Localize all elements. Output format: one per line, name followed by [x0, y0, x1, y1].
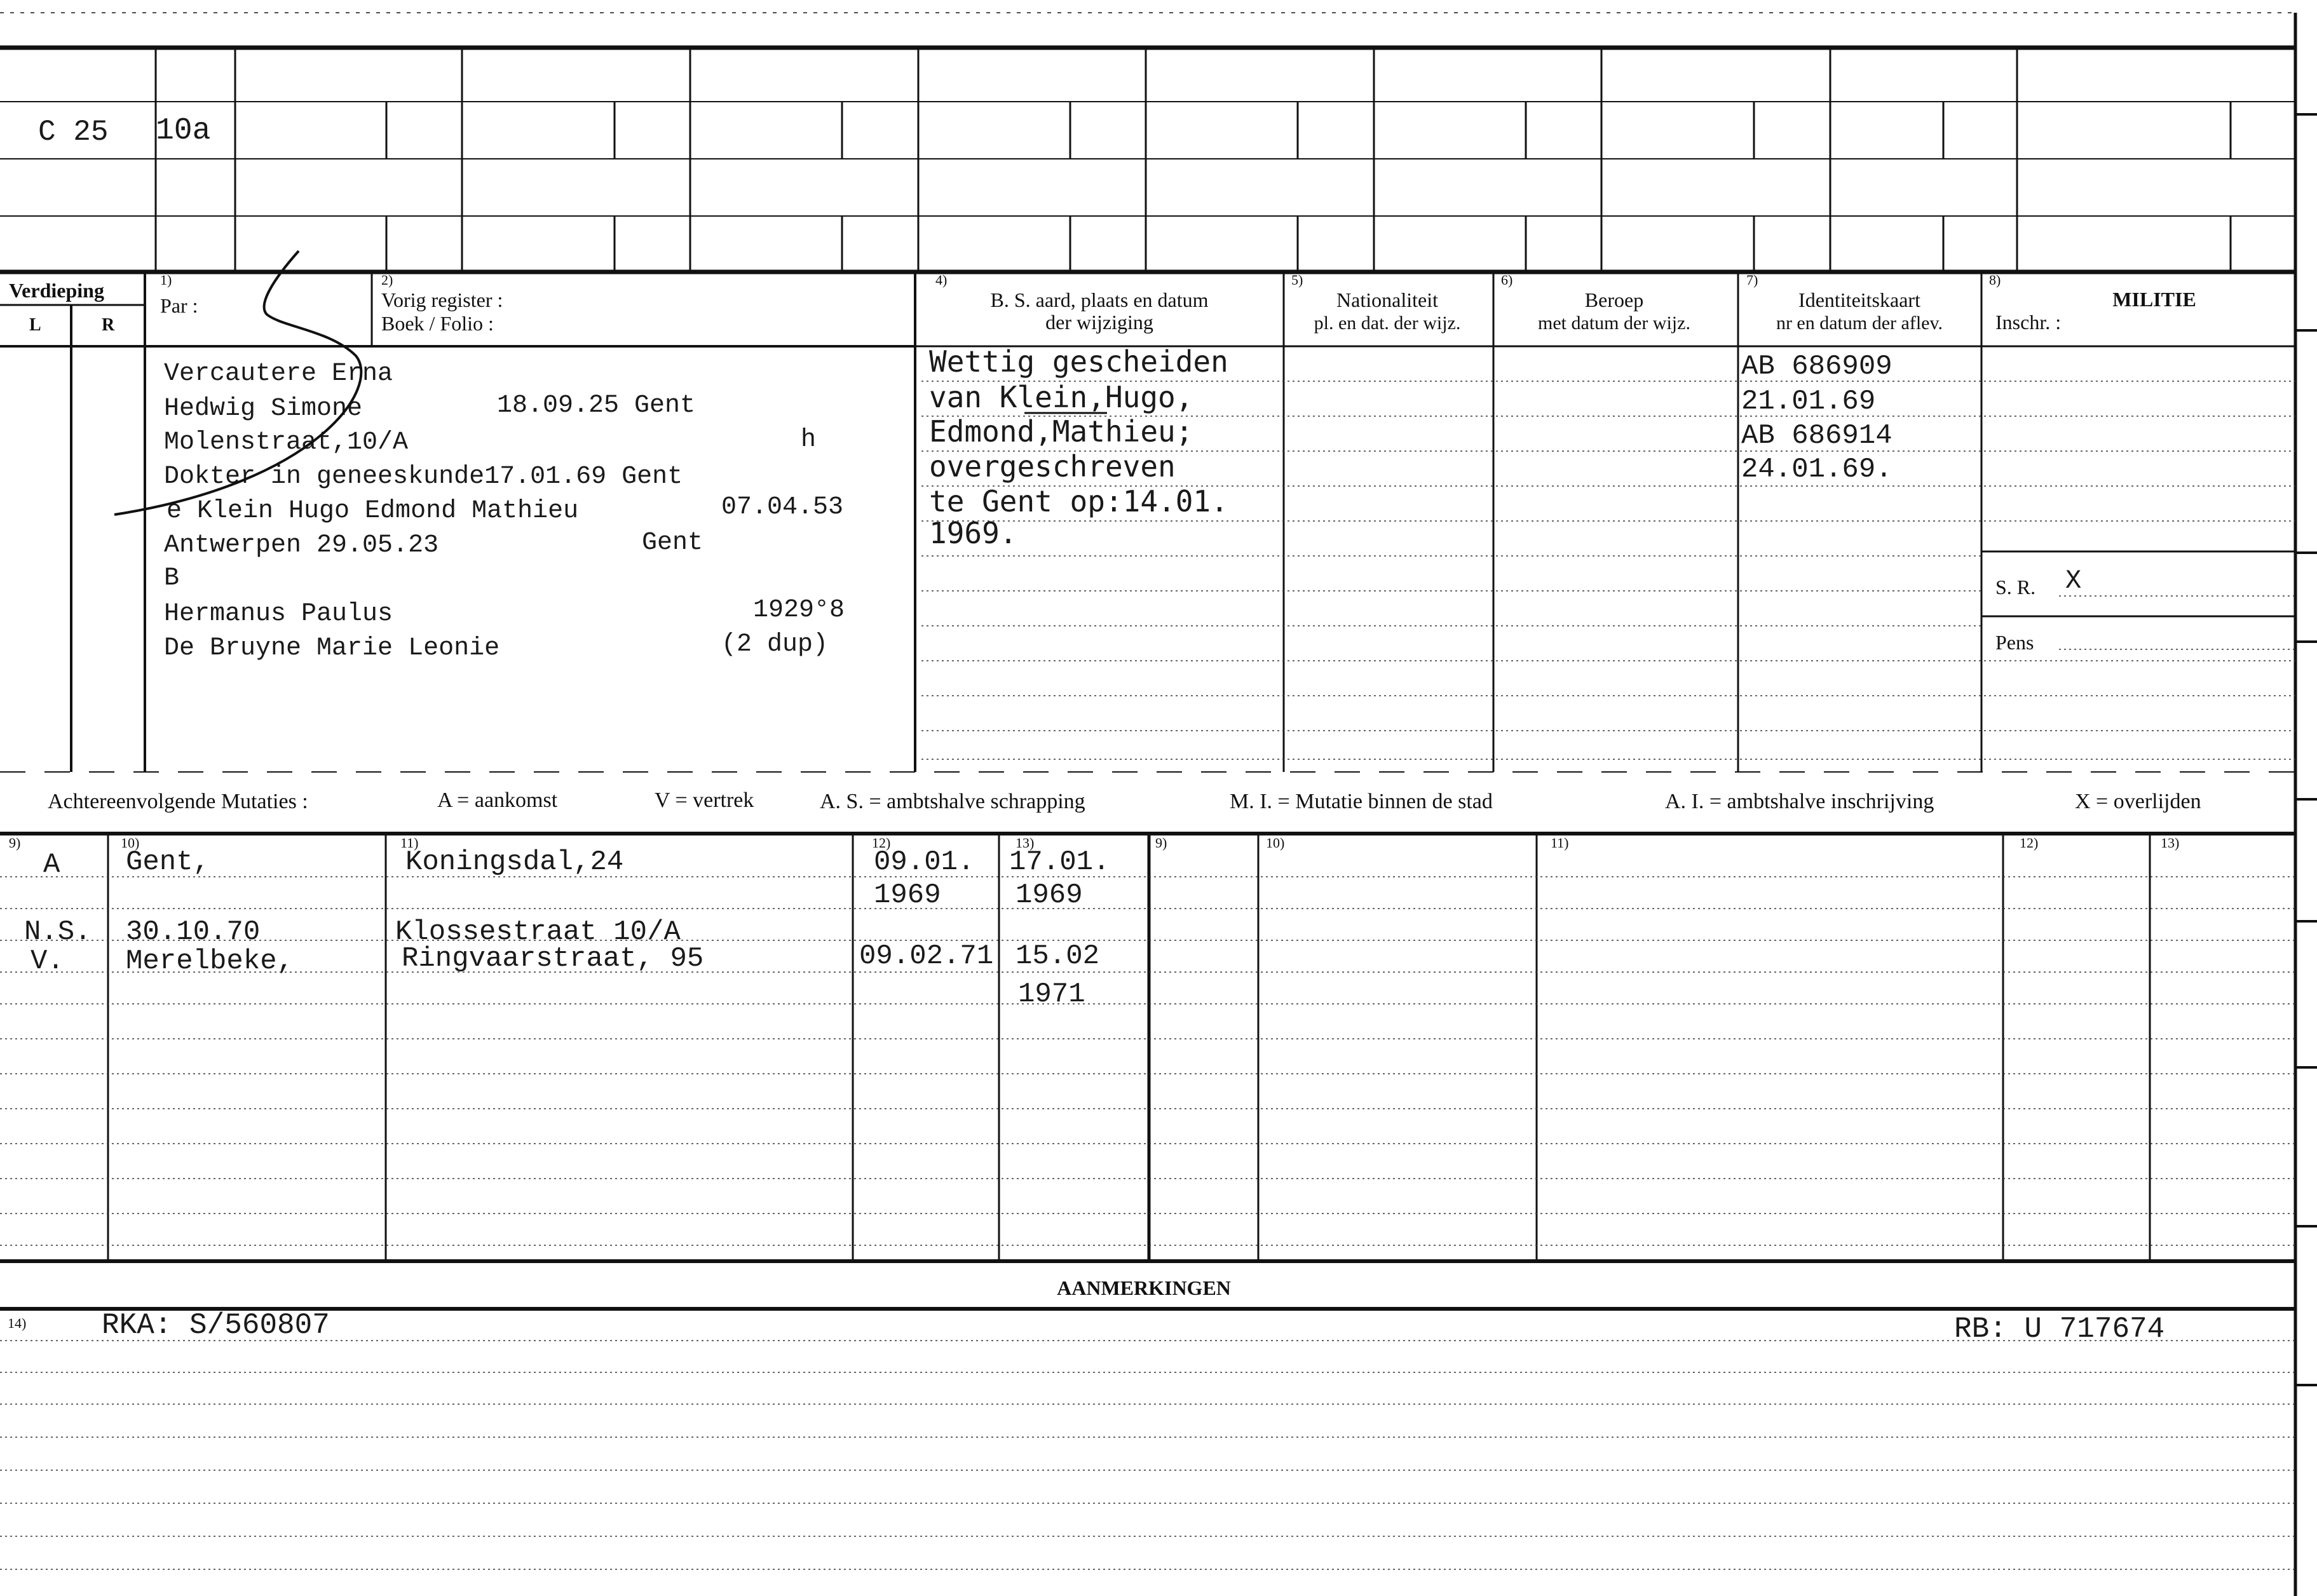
- col-num-13-right: 13): [2161, 835, 2180, 851]
- field-num-1: 1): [160, 272, 172, 288]
- beroep-header-line2: met datum der wijz.: [1538, 313, 1690, 334]
- top-code: C 25: [38, 116, 109, 149]
- mutation-place: Merelbeke,: [126, 945, 294, 977]
- remarks-num: 14): [8, 1315, 27, 1331]
- legend-a: A = aankomst: [437, 788, 558, 812]
- identity-line-1: AB 686909: [1741, 351, 1892, 382]
- person-h-mark: h: [801, 426, 817, 454]
- verdieping-label: Verdieping: [9, 279, 104, 302]
- person-line-4: Dokter in geneeskunde17.01.69 Gent: [164, 463, 683, 491]
- legend-x: X = overlijden: [2075, 790, 2201, 813]
- par-label: Par :: [160, 294, 198, 317]
- mutation-date2: 17.01.: [1009, 846, 1110, 878]
- identity-line-3: AB 686914: [1741, 420, 1892, 452]
- person-line-7: B: [164, 564, 180, 593]
- legend-v: V = vertrek: [655, 788, 754, 812]
- person-line-9: De Bruyne Marie Leonie: [164, 634, 500, 663]
- mutation-address: Koningsdal,24: [405, 846, 624, 878]
- top-house-no: 10a: [156, 114, 211, 148]
- l-label: L: [29, 315, 41, 335]
- field-num-4: 4): [935, 272, 948, 288]
- person-birth: 18.09.25 Gent: [497, 391, 696, 420]
- col-num-11-right: 11): [1551, 835, 1569, 851]
- legend-as: A. S. = ambtshalve schrapping: [820, 790, 1085, 813]
- person-dup: (2 dup): [721, 630, 829, 659]
- identiteitskaart-header-line1: Identiteitskaart: [1798, 288, 1920, 311]
- col-num-10-left: 10): [121, 835, 140, 851]
- remarks-rka: RKA: S/560807: [102, 1309, 330, 1342]
- sr-label: S. R.: [1995, 576, 2036, 598]
- person-marriage-date: 07.04.53: [721, 493, 844, 522]
- militie-label: MILITIE: [2112, 288, 2196, 311]
- legend-ai: A. I. = ambtshalve inschrijving: [1665, 790, 1934, 813]
- bs-change-line-4: overgeschreven: [929, 449, 1176, 484]
- col-num-11-left: 11): [400, 835, 419, 851]
- field-num-5: 5): [1291, 272, 1303, 288]
- mutation-type: A: [43, 849, 60, 881]
- mutation-address: Ringvaarstraat, 95: [402, 943, 704, 975]
- mutation-date2-year: 1969: [1016, 879, 1083, 911]
- nationaliteit-header-line1: Nationaliteit: [1336, 288, 1438, 311]
- person-line-6: Antwerpen 29.05.23: [164, 531, 439, 560]
- remarks-rb: RB: U 717674: [1954, 1313, 2165, 1346]
- col-num-9-right: 9): [1155, 835, 1167, 851]
- mutation-date2-year: 1971: [1018, 978, 1085, 1010]
- person-year: 1929°8: [753, 596, 845, 625]
- boek-folio-label: Boek / Folio :: [381, 312, 494, 335]
- col-num-10-right: 10): [1266, 835, 1285, 851]
- identity-line-2: 21.01.69: [1741, 386, 1876, 417]
- legend-mi: M. I. = Mutatie binnen de stad: [1230, 790, 1493, 813]
- mutation-date1: 09.02.71: [859, 940, 994, 972]
- person-marriage-place: Gent: [642, 529, 703, 557]
- vorig-register-label: Vorig register :: [381, 288, 503, 311]
- field-num-2: 2): [381, 272, 393, 288]
- mutation-place: Gent,: [126, 846, 210, 878]
- bs-change-line-6: 1969.: [929, 516, 1017, 550]
- mutation-type: N.S.: [24, 916, 92, 948]
- inschr-label: Inschr. :: [1995, 311, 2062, 334]
- mutation-date2: 15.02: [1016, 940, 1100, 972]
- mutation-type: V.: [31, 945, 64, 977]
- person-line-3: Molenstraat,10/A: [164, 428, 409, 457]
- mutation-date1: 09.01.: [874, 846, 975, 878]
- field-num-7: 7): [1746, 272, 1758, 288]
- pens-label: Pens: [1995, 631, 2034, 654]
- legend-title: Achtereenvolgende Mutaties :: [48, 790, 308, 813]
- mutation-place: 30.10.70: [126, 916, 261, 948]
- person-line-2: Hedwig Simone: [164, 395, 363, 423]
- col-num-12-left: 12): [872, 835, 891, 851]
- col-num-12-right: 12): [2020, 835, 2039, 851]
- remarks-title: AANMERKINGEN: [1057, 1276, 1231, 1299]
- field-num-8: 8): [1989, 272, 2001, 288]
- col-num-9-left: 9): [9, 835, 21, 851]
- bs-change-line-3: Edmond,Mathieu;: [929, 414, 1193, 449]
- r-label: R: [102, 315, 115, 335]
- identiteitskaart-header-line2: nr en datum der aflev.: [1776, 313, 1943, 334]
- field-num-6: 6): [1501, 272, 1513, 288]
- bs-header-line1: B. S. aard, plaats en datum: [990, 288, 1209, 311]
- bs-header-line2: der wijziging: [1045, 311, 1153, 334]
- bs-change-line-1: Wettig gescheiden: [929, 344, 1228, 379]
- bs-change-line-2: van Klein,Hugo,: [929, 380, 1193, 414]
- person-line-1: Vercautere Erna: [164, 360, 393, 388]
- mutation-address: Klossestraat 10/A: [395, 916, 681, 948]
- beroep-header-line1: Beroep: [1584, 288, 1644, 311]
- identity-line-4: 24.01.69.: [1741, 454, 1892, 485]
- sr-value: X: [2065, 565, 2082, 596]
- bs-change-line-5: te Gent op:14.01.: [929, 484, 1228, 518]
- col-num-13-left: 13): [1016, 835, 1035, 851]
- person-line-8: Hermanus Paulus: [164, 600, 393, 628]
- nationaliteit-header-line2: pl. en dat. der wijz.: [1314, 313, 1461, 334]
- person-line-5: e Klein Hugo Edmond Mathieu: [166, 497, 579, 525]
- mutation-date1-year: 1969: [874, 879, 941, 911]
